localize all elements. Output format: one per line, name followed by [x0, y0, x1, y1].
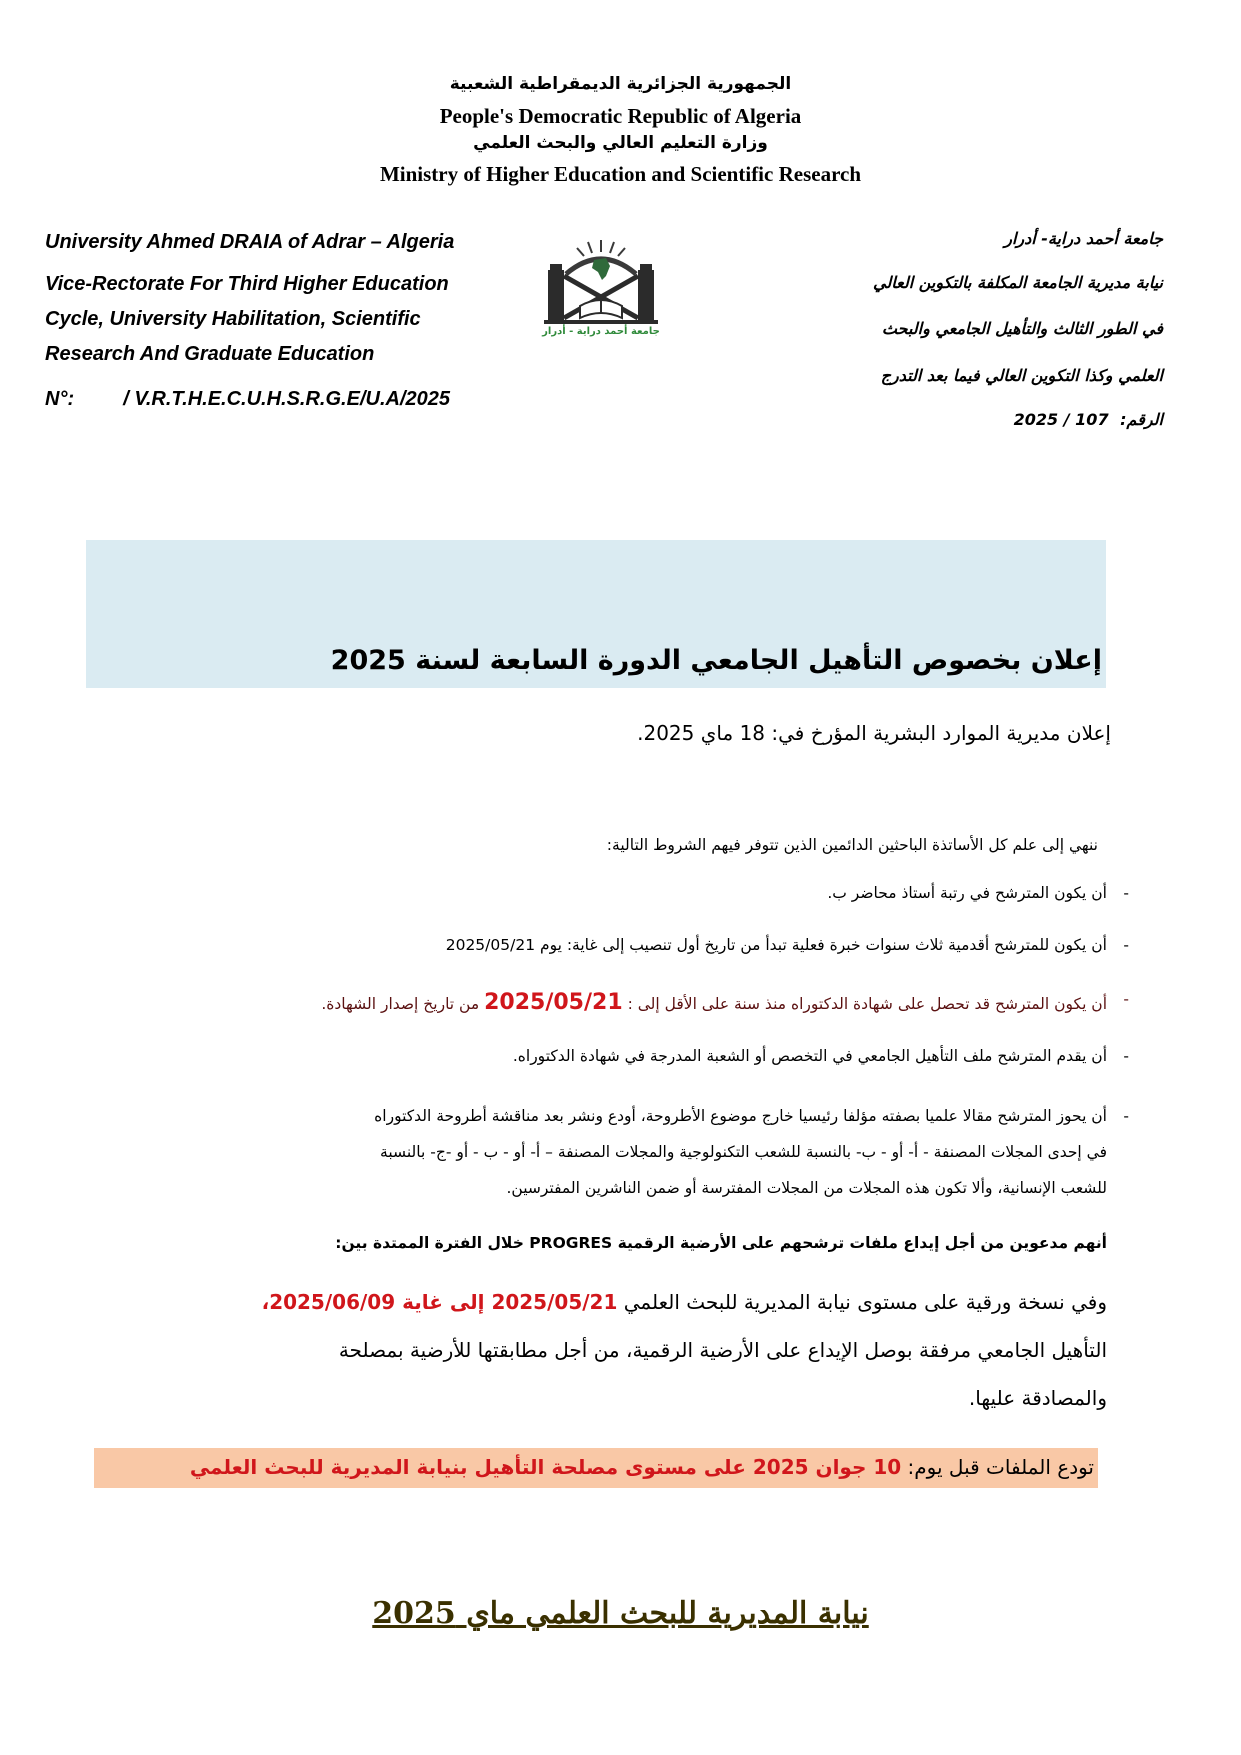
reference-value-ar: 107 / 2025	[1013, 410, 1109, 429]
logo-caption: جامعة أحمد دراية - أدرار	[542, 326, 660, 337]
condition-5-line-2: في إحدى المجلات المصنفة - أ- أو - ب- بالنسبة للشعب التكنولوجية والمجلات المصنفة – أ- أو - ب - أو -ج- بالنسبة	[380, 1143, 1107, 1161]
paper-submission-line-3: والمصادقة عليها.	[968, 1386, 1107, 1410]
reference-number-en	[45, 382, 515, 417]
deadline-value: 10 جوان 2025 على مستوى مصلحة التأهيل بنيابة المديرية للبحث العلمي	[189, 1455, 902, 1479]
footer-signature: نيابة المديرية للبحث العلمي ماي 2025	[372, 1596, 869, 1631]
deadline-bar	[94, 1448, 1098, 1488]
reference-number-ar	[703, 409, 1163, 431]
condition-1-text: أن يكون المترشح في رتبة أستاذ محاضر ب.	[827, 884, 1107, 902]
paper-submission-line-1	[77, 1290, 1107, 1314]
reference-label-ar: الرقم:	[1120, 410, 1163, 429]
vice-rectorate-ar-line-1: نيابة مديرية الجامعة المكلفة بالتكوين العالي	[873, 273, 1163, 292]
condition-4-text: أن يقدم المترشح ملف التأهيل الجامعي في التخصص أو الشعبة المدرجة في شهادة الدكتوراه.	[512, 1047, 1107, 1065]
condition-3-date: 2025/05/21	[484, 990, 623, 1015]
header-ar-republic: الجمهورية الجزائرية الديمقراطية الشعبية	[449, 74, 792, 94]
vice-rectorate-line-1: Vice-Rectorate For Third Higher Education	[45, 273, 449, 295]
progres-invitation: أنهم مدعوين من أجل إيداع ملفات ترشحهم على الأرضية الرقمية PROGRES خلال الفترة الممتدة بين:	[335, 1234, 1107, 1252]
hr-announcement-reference: إعلان مديرية الموارد البشرية المؤرخ في: 18 ماي 2025.	[637, 721, 1111, 745]
left-header-block	[45, 225, 515, 417]
header-en-republic: People's Democratic Republic of Algeria	[439, 104, 802, 128]
condition-1: - أن يكون المترشح في رتبة أستاذ محاضر ب.	[827, 884, 1129, 902]
university-name-en: University Ahmed DRAIA of Adrar – Algeria	[45, 231, 455, 253]
header-en-ministry: Ministry of Higher Education and Scientific Research	[379, 162, 862, 186]
condition-3-text-a: أن يكون المترشح قد تحصل على شهادة الدكتوراه منذ سنة على الأقل إلى :	[627, 995, 1107, 1013]
vice-rectorate-ar-line-2: في الطور الثالث والتأهيل الجامعي والبحث	[881, 319, 1163, 338]
deadline-text	[190, 1455, 1094, 1479]
deadline-label: تودع الملفات قبل يوم:	[907, 1455, 1094, 1479]
vice-rectorate-line-2: Cycle, University Habilitation, Scientific	[45, 308, 421, 330]
vice-rectorate-line-3: Research And Graduate Education	[45, 343, 375, 365]
condition-3-text-b: من تاريخ إصدار الشهادة.	[321, 995, 480, 1013]
reference-value-en: / V.R.T.H.E.C.U.H.S.R.G.E/U.A/2025	[123, 388, 450, 410]
right-header-block	[703, 228, 1163, 431]
announcement-title-box	[86, 540, 1106, 688]
vice-rectorate-ar-line-3: العلمي وكذا التكوين العالي فيما بعد التدرج	[880, 366, 1163, 385]
condition-3: - أن يكون المترشح قد تحصل على شهادة الدكتوراه منذ سنة على الأقل إلى : 2025/05/21 من تاريخ إصدار الشهادة.	[321, 990, 1129, 1015]
announcement-title: إعلان بخصوص التأهيل الجامعي الدورة السابعة لسنة 2025	[330, 645, 1102, 676]
university-name-ar: جامعة أحمد دراية- أدرار	[1004, 229, 1163, 248]
condition-2: - أن يكون للمترشح أقدمية ثلاث سنوات خبرة فعلية تبدأ من تاريخ أول تنصيب إلى غاية: يوم 2025/05/21	[445, 936, 1129, 954]
paper-submission-text: وفي نسخة ورقية على مستوى نيابة المديرية للبحث العلمي	[623, 1290, 1107, 1314]
header-ar-ministry: وزارة التعليم العالي والبحث العلمي	[473, 133, 768, 153]
condition-5-line-3: للشعب الإنسانية، وألا تكون هذه المجلات من المجلات المفترسة أو ضمن الناشرين المفترسين.	[506, 1179, 1107, 1197]
condition-5: - أن يحوز المترشح مقالا علميا بصفته مؤلفا رئيسيا خارج موضوع الأطروحة، أودع ونشر بعد مناقشة أطروحة الدكتوراه في إحدى المجلات المصنفة - أ- أو - ب- بالنسبة للشعب التكنولوجية والمجلات المصنفة – أ- أو - ب - أو -ج- بالنسبة للشعب الإنسانية، وألا تكون هذه المجلات من المجلات المفترسة أو ضمن الناشرين المفترسين.	[87, 1098, 1107, 1206]
paper-submission-dates: 2025/05/21 إلى غاية 2025/06/09،	[261, 1290, 618, 1314]
condition-2-text: أن يكون للمترشح أقدمية ثلاث سنوات خبرة فعلية تبدأ من تاريخ أول تنصيب إلى غاية: يوم 2025/05/21	[445, 936, 1107, 954]
condition-5-line-1: أن يحوز المترشح مقالا علميا بصفته مؤلفا رئيسيا خارج موضوع الأطروحة، أودع ونشر بعد مناقشة أطروحة الدكتوراه	[374, 1107, 1107, 1125]
reference-label-en: N°:	[45, 388, 75, 410]
paper-submission-line-2: التأهيل الجامعي مرفقة بوصل الإيداع على الأرضية الرقمية، من أجل مطابقتها للأرضية بمصلحة	[338, 1338, 1107, 1362]
intro-text: ننهي إلى علم كل الأساتذة الباحثين الدائمين الذين تتوفر فيهم الشروط التالية:	[606, 836, 1098, 854]
university-logo	[536, 236, 666, 346]
condition-4: - أن يقدم المترشح ملف التأهيل الجامعي في التخصص أو الشعبة المدرجة في شهادة الدكتوراه.	[512, 1047, 1129, 1065]
